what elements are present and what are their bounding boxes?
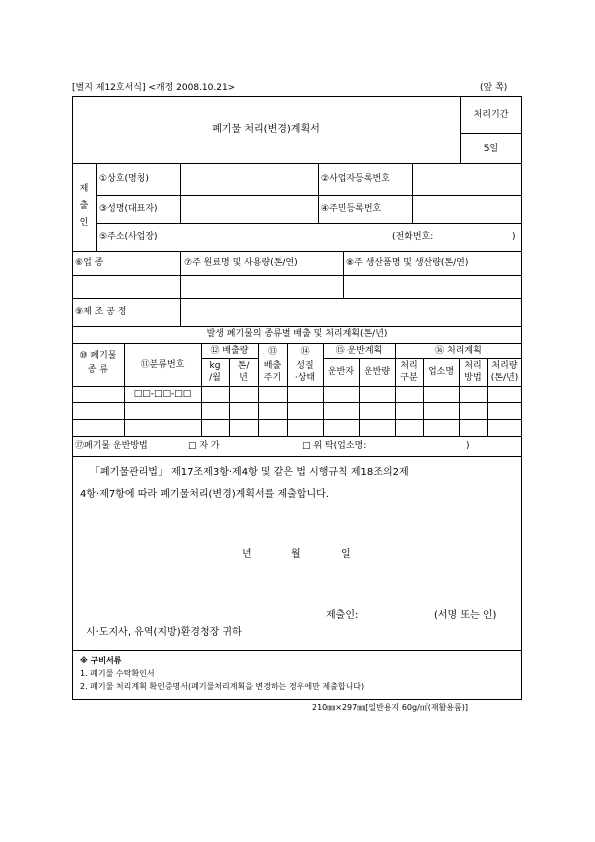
signature-label: (서명 또는 인) <box>434 610 497 621</box>
page-side: (앞 쪽) <box>480 83 508 93</box>
attachment-item-2: 2. 폐기물 처리계획 확인증명서(폐기물처리계획을 변경하는 경우에만 제출합니다) <box>80 682 365 691</box>
col-transport: ⑮ 운반계획 <box>335 346 383 356</box>
col-cycle-2: 주기 <box>263 373 282 383</box>
col-treat-amount-1: 처리량 <box>491 361 518 371</box>
col-amount-kg: kg <box>209 361 221 371</box>
applicant-label-2: 출 <box>79 201 89 211</box>
transport-method-label: ⑰폐기물 운반방법 <box>75 441 148 451</box>
col-transport-amount: 운반량 <box>363 367 391 377</box>
col-treat-class-1: 처리 <box>400 361 418 371</box>
form-number: [별지 제12호서식] <개정 2008.10.21> <box>72 83 236 93</box>
product-label: ⑧주 생산품명 및 생산량(톤/연) <box>346 258 469 268</box>
col-amount-ton2: 년 <box>239 373 248 383</box>
address-label: ⑤주소(사업장) <box>99 232 158 242</box>
date-day: 일 <box>341 549 351 560</box>
business-name-label: ①상호(명칭) <box>99 174 149 184</box>
biz-reg-no-label: ②사업자등록번호 <box>321 174 390 184</box>
attachment-item-1: 1. 폐기물 수탁확인서 <box>80 669 155 678</box>
col-cycle-no: ⑬ <box>267 347 277 357</box>
col-cycle-1: 배출 <box>263 361 282 371</box>
attachments-title: ※ 구비서류 <box>80 656 122 665</box>
waste-table-title: 발생 폐기물의 종류별 배출 및 처리계획(톤/년) <box>206 329 388 339</box>
representative-label: ③성명(대표자) <box>99 204 158 214</box>
col-amount-ton: 톤/ <box>237 361 250 371</box>
col-kind-top: ⑩ 폐기물 <box>79 351 117 361</box>
col-treat-amount-2: (톤/년) <box>490 373 519 383</box>
statement-line-1: 「폐기물관리법」 제17조제3항·제4항 및 같은 법 시행규칙 제18조의2제 <box>90 467 409 478</box>
statement-line-2: 4항·제7항에 따라 폐기물처리(변경)계획서를 제출합니다. <box>80 489 329 500</box>
applicant-label-3: 인 <box>79 218 89 228</box>
col-state-2: ·상태 <box>294 373 316 383</box>
paper-spec: 210㎜×297㎜[일반용지 60g/㎡(재활용품)] <box>312 703 469 712</box>
col-kind-bottom: 종 류 <box>87 365 109 375</box>
col-method-1: 처리 <box>464 361 482 371</box>
form-title: 폐기물 처리(변경)계획서 <box>212 124 320 135</box>
col-method-2: 방법 <box>464 373 482 383</box>
col-code: ⑪분류번호 <box>140 360 185 370</box>
processing-period-value: 5일 <box>483 144 499 154</box>
phone-close: ) <box>512 232 516 242</box>
col-treatment: ⑯ 처리계획 <box>435 346 482 356</box>
recipient: 시·도지사, 유역(지방)환경청장 귀하 <box>86 627 242 638</box>
date-month: 월 <box>291 549 301 560</box>
applicant-label-1: 제 <box>79 184 89 194</box>
col-state-1: 성질 <box>296 361 314 371</box>
phone-label: (전화번호: <box>392 232 434 242</box>
col-state-no: ⑭ <box>300 347 310 357</box>
col-transporter: 운반자 <box>327 367 355 377</box>
processing-period-label: 처리기간 <box>473 110 509 120</box>
col-amount: ⑫ 배출량 <box>210 346 249 356</box>
industry-label: ⑥업 종 <box>75 258 104 268</box>
date-year: 년 <box>242 549 252 560</box>
consign-close: ) <box>466 441 470 451</box>
col-amount-kg2: /월 <box>209 373 221 383</box>
classification-code-field[interactable]: □□-□□-□□ <box>133 389 192 399</box>
process-label: ⑨제 조 공 정 <box>75 307 127 317</box>
col-company: 업소명 <box>427 367 455 377</box>
resident-no-label: ④주민등록번호 <box>321 204 382 214</box>
submitter-label: 제출인: <box>326 610 359 621</box>
raw-material-label: ⑦주 원료명 및 사용량(톤/연) <box>184 258 298 268</box>
self-transport-checkbox[interactable]: □ 자 가 <box>188 441 220 451</box>
consign-transport-checkbox[interactable]: □ 위 탁(업소명: <box>302 441 367 451</box>
col-treat-class-2: 구분 <box>400 373 418 383</box>
